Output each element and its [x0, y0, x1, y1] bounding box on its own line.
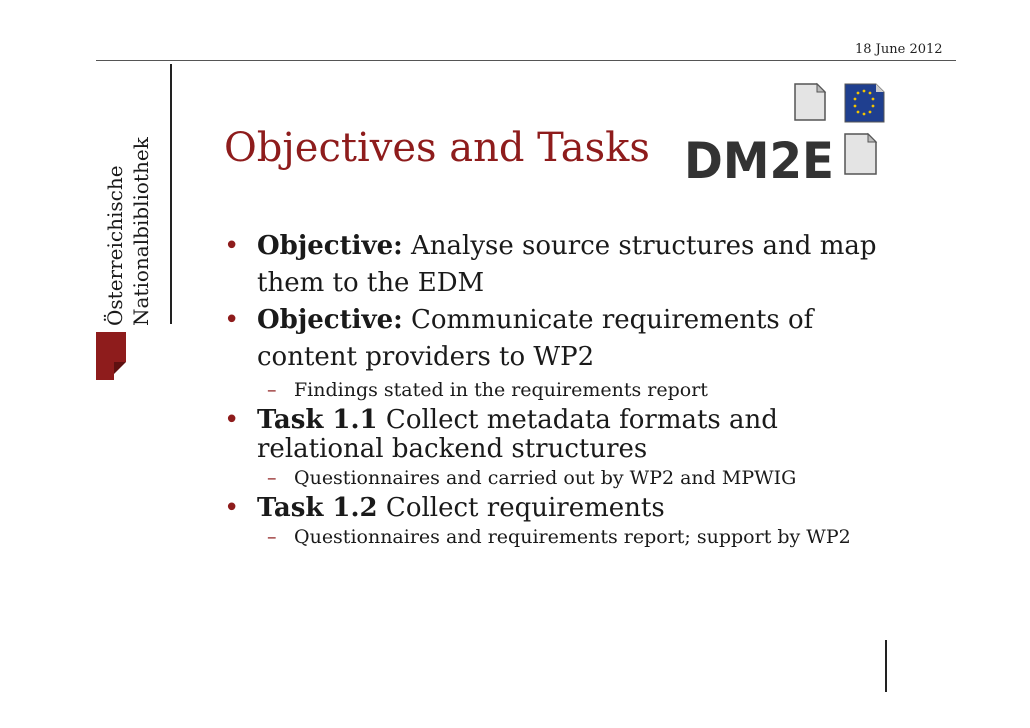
sub-bullet-item [224, 466, 904, 490]
bullet-marker: • [224, 405, 240, 435]
bullet-text: Analyse source structures and map them to the EDM [257, 231, 877, 298]
bullet-item [224, 406, 904, 464]
bullet-marker: • [224, 493, 240, 523]
bullet-label: Objective: [257, 231, 403, 261]
sub-bullet-text: Questionnaires and requirements report; support by WP2 [294, 526, 851, 548]
sub-bullet-text: Findings stated in the requirements report [294, 379, 708, 401]
sidebar-rule [170, 64, 172, 324]
bullet-item [224, 228, 904, 302]
slide-title: Objectives and Tasks [224, 125, 650, 171]
bullet-label: Objective: [257, 305, 403, 335]
bullet-marker: • [224, 305, 240, 335]
sub-bullet-marker: – [267, 467, 277, 489]
library-name [98, 130, 158, 330]
header-rule [96, 60, 956, 61]
sub-bullet-text: Questionnaires and carried out by WP2 and MPWIG [294, 467, 797, 489]
document-icon [795, 84, 825, 120]
library-name-line2: Nationalbibliothek [129, 137, 153, 326]
bullet-text: Communicate requirements of content providers to WP2 [257, 305, 814, 372]
library-logo-icon [96, 332, 128, 386]
eu-flag-icon [845, 84, 884, 122]
library-name-line1: Österreichische [103, 165, 127, 326]
bullet-label: Task 1.1 [257, 405, 378, 435]
corner-rule [885, 640, 887, 692]
bullet-text: Collect requirements [377, 493, 665, 523]
bullet-marker: • [224, 231, 240, 261]
bullet-item [224, 494, 904, 523]
sub-bullet-marker: – [267, 379, 277, 401]
bullet-list [224, 228, 904, 553]
sub-bullet-marker: – [267, 526, 277, 548]
dm2e-logo [680, 82, 890, 186]
bullet-item [224, 302, 904, 376]
sub-bullet-item [224, 378, 904, 402]
bullet-label: Task 1.2 [257, 493, 378, 523]
sub-bullet-item [224, 525, 904, 549]
dm2e-logo-text: DM2E [684, 132, 834, 182]
bullet-text: Collect metadata formats and relational backend structures [257, 405, 778, 464]
slide-date: 18 June 2012 [855, 42, 943, 57]
document-icon [845, 134, 876, 174]
